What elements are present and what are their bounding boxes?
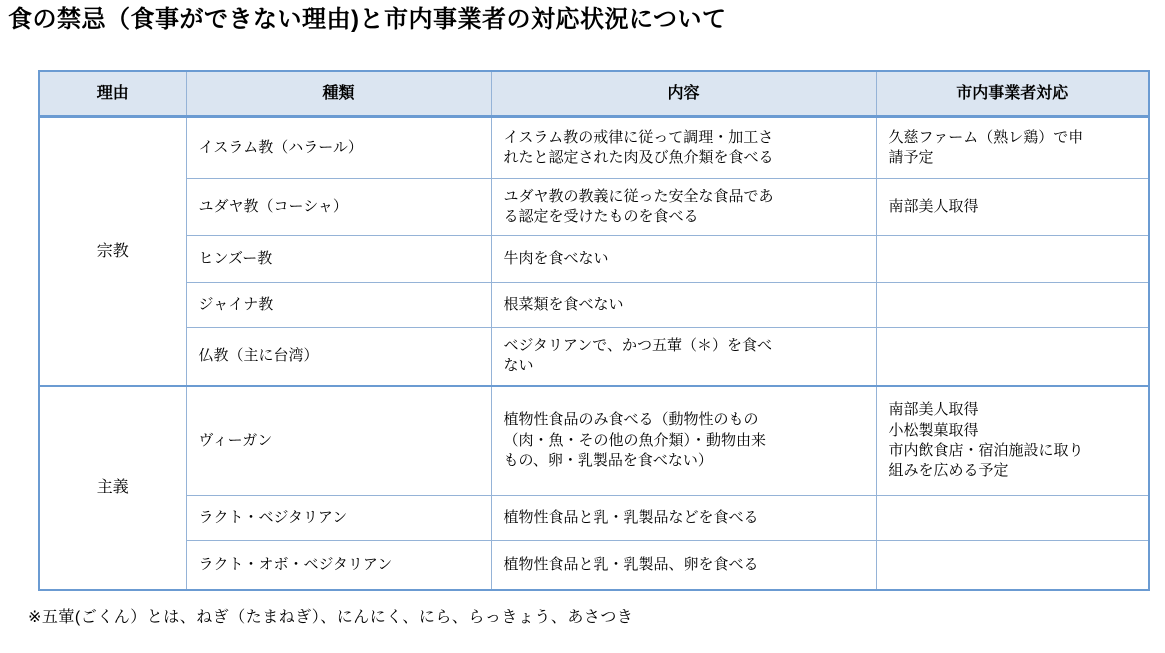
group-cell-religion: 宗教: [39, 117, 186, 386]
content-cell: 根菜類を食べない: [491, 283, 876, 328]
response-cell: [876, 283, 1149, 328]
type-cell: ラクト・ベジタリアン: [186, 496, 491, 541]
table-row-judaism: [39, 179, 1149, 236]
col-header-kind: 種類: [186, 71, 491, 117]
dietary-restrictions-table: [38, 70, 1150, 591]
col-header-business-response: 市内事業者対応: [876, 71, 1149, 117]
type-cell: ヴィーガン: [186, 386, 491, 496]
table-row-jain: [39, 283, 1149, 328]
content-cell: ユダヤ教の教義に従った安全な食品であ る認定を受けたものを食べる: [491, 179, 876, 236]
type-cell: イスラム教（ハラール）: [186, 117, 491, 179]
type-cell: ジャイナ教: [186, 283, 491, 328]
content-cell: 植物性食品のみ食べる（動物性のもの （肉・魚・その他の魚介類）・動物由来 もの、卵・乳製品を食べない）: [491, 386, 876, 496]
content-cell: ベジタリアンで、かつ五葷（＊）を食べ ない: [491, 328, 876, 386]
response-cell: 久慈ファーム（熟レ鶏）で申 請予定: [876, 117, 1149, 179]
type-cell: ラクト・オボ・ベジタリアン: [186, 541, 491, 590]
col-header-reason: 理由: [39, 71, 186, 117]
content-cell: 植物性食品と乳・乳製品、卵を食べる: [491, 541, 876, 590]
footnote: ※五葷(ごくん）とは、ねぎ（たまねぎ）、にんにく、にら、らっきょう、あさつき: [28, 608, 634, 626]
table-row-lacto-ovo-vegetarian: [39, 541, 1149, 590]
content-cell: イスラム教の戒律に従って調理・加工さ れたと認定された肉及び魚介類を食べる: [491, 117, 876, 179]
table-row-lacto-vegetarian: [39, 496, 1149, 541]
table-row-hindu: [39, 236, 1149, 283]
table-row-vegan: [39, 386, 1149, 496]
table-row-buddhism: [39, 328, 1149, 386]
content-cell: 植物性食品と乳・乳製品などを食べる: [491, 496, 876, 541]
response-cell: [876, 496, 1149, 541]
page-title: 食の禁忌（食事ができない理由)と市内事業者の対応状況について: [8, 6, 727, 33]
response-cell: 南部美人取得 小松製菓取得 市内飲食店・宿泊施設に取り 組みを広める予定: [876, 386, 1149, 496]
response-cell: [876, 236, 1149, 283]
content-cell: 牛肉を食べない: [491, 236, 876, 283]
group-cell-principle: 主義: [39, 386, 186, 590]
table-row-islam: [39, 117, 1149, 179]
response-cell: [876, 328, 1149, 386]
type-cell: 仏教（主に台湾）: [186, 328, 491, 386]
type-cell: ヒンズー教: [186, 236, 491, 283]
type-cell: ユダヤ教（コーシャ）: [186, 179, 491, 236]
header-row: [39, 71, 1149, 117]
col-header-content: 内容: [491, 71, 876, 117]
response-cell: [876, 541, 1149, 590]
response-cell: 南部美人取得: [876, 179, 1149, 236]
